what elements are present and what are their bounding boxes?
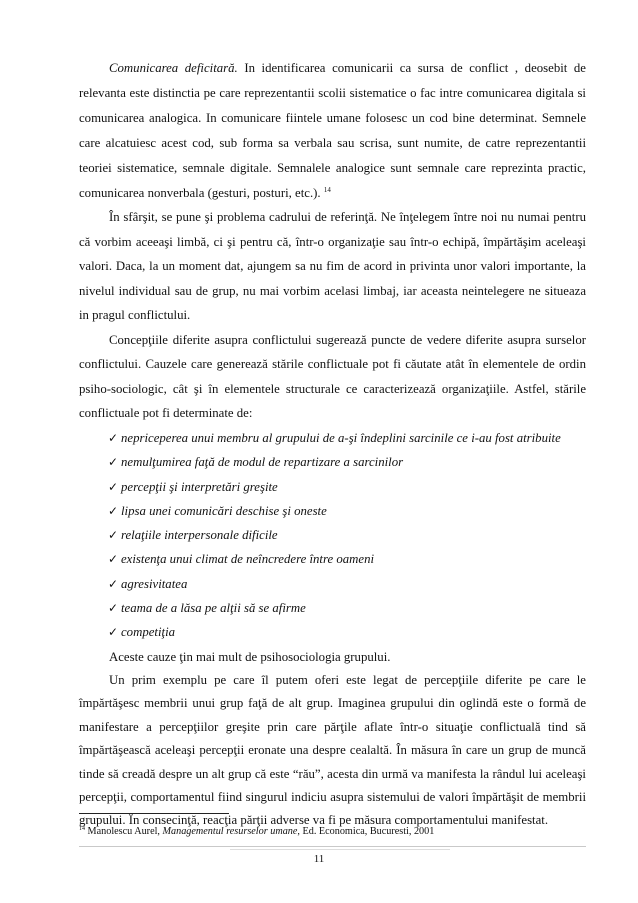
footnote-reference[interactable]: 14 <box>323 185 331 194</box>
footnote-publisher: , Ed. Economica, Bucuresti, 2001 <box>297 826 435 837</box>
conflict-cause-text: nemulţumirea faţă de modul de repartizare a sarcinilor <box>121 455 404 470</box>
checkmark-icon: ✓ <box>108 576 119 591</box>
conflict-cause-text: teama de a lăsa pe alţii să se afirme <box>121 601 306 616</box>
conflict-cause-text: nepriceperea unui membru al grupului de a-şi îndeplini sarcinile ce i-au fost atribuite <box>121 430 561 445</box>
conflict-cause-item <box>108 547 586 571</box>
conflict-cause-text: competiţia <box>121 625 176 640</box>
footnote-number: 14 <box>79 826 85 832</box>
conflict-cause-item <box>108 596 586 620</box>
footnote <box>79 823 586 838</box>
paragraph-group-perception-example: Un prim exemplu pe care îl putem oferi este legat de percepţiile diferite pe care le împărtăşesc membrii unui grup faţă de alt grup. Imaginea grupului din oglindă este o formă de manifestare a percepţiilor greşite prin care părţile aflate într-o situaţie conflictuală tind să împărtăşească aceleaşi percepţii eronate una despre cealaltă. În măsura în care un grup de muncă tinde să creadă despre un alt grup că este “rău”, acesta din urmă va manifesta la rândul lui aceleaşi percepţii, comportamentul fiind singurul indiciu asupra sistemului de valori împărtăşit de membrii grupului. În consecinţă, reacţia părţii adverse va fi pe măsura comportamentului manifestat. <box>79 672 586 828</box>
paragraph-causes-summary: Aceste cauze ţin mai mult de psihosociologia grupului. <box>109 649 391 664</box>
checkmark-icon: ✓ <box>108 430 119 445</box>
conflict-cause-text: percepţii şi interpretări greşite <box>121 479 278 494</box>
conflict-causes-list <box>79 426 586 645</box>
conflict-cause-text: agresivitatea <box>121 576 188 591</box>
checkmark-icon: ✓ <box>108 552 119 567</box>
conflict-cause-item <box>108 523 586 547</box>
paragraph-frame-of-reference: În sfârşit, se pune şi problema cadrului de referinţă. Ne înţelegem între noi nu numai pentru că vorbim aceeaşi limbă, ci şi pentru că, într-o organizaţie sau într-o echipă, împărtăşim aceleaşi valori. Daca, la un moment dat, ajungem sa nu fim de acord in privinta unor valori importante, la nivelul individual sau de grup, nu mai vorbim acelasi limbaj, iar aceasta neintelegere ne situeaza in pragul conflictului. <box>79 210 586 323</box>
checkmark-icon: ✓ <box>108 625 119 640</box>
page-number: 11 <box>313 853 325 865</box>
checkmark-icon: ✓ <box>108 479 119 494</box>
footer-divider-secondary <box>230 849 450 850</box>
checkmark-icon: ✓ <box>108 503 119 518</box>
checkmark-icon: ✓ <box>108 601 119 616</box>
conflict-cause-item <box>108 499 586 523</box>
conflict-cause-text: relaţiile interpersonale dificile <box>121 528 278 543</box>
footnote-book-title: Managementul resurselor umane <box>162 826 298 837</box>
footnote-author: Manolescu Aurel, <box>85 826 163 837</box>
checkmark-icon: ✓ <box>108 528 119 543</box>
conflict-cause-text: lipsa unei comunicări deschise şi oneste <box>121 503 327 518</box>
checkmark-icon: ✓ <box>108 455 119 470</box>
conflict-cause-item <box>108 450 586 474</box>
conflict-cause-text: existenţa unui climat de neîncredere între oameni <box>121 552 375 567</box>
conflict-cause-item <box>108 426 586 450</box>
paragraph-conflict-sources: Concepţiile diferite asupra conflictului sugerează puncte de vedere diferite asupra surselor conflictului. Cauzele care generează stările conflictuale pot fi căutate atât în elementele de ordin psiho-sociologic, cât şi în elementele structurale ce caracterizează organizaţiile. Astfel, stările conflictuale pot fi determinate de: <box>79 332 586 421</box>
footnote-separator <box>79 813 229 814</box>
conflict-cause-item <box>108 572 586 596</box>
paragraph-lead-phrase: Comunicarea deficitară. <box>109 61 238 75</box>
paragraph-deficient-communication <box>79 56 586 205</box>
body-text <box>79 56 586 833</box>
conflict-cause-item <box>108 475 586 499</box>
paragraph-text: In identificarea comunicarii ca sursa de conflict , deosebit de relevanta este distinctia pe care reprezentantii scolii sistematice o fac intre comunicarea digitala si comunicarea analogica. In comunicare fiintele umane folosesc un cod bine determinat. Semnele care alcatuiesc acest cod, sub forma sa verbala sau scrisa, sunt numite, de catre reprezentantii teoriei sistematice, semnale digitale. Semnalele analogice sunt semnale care reprezinta practic, comunicarea nonverbala (gesturi, posturi, etc.). <box>79 61 586 200</box>
conflict-cause-item <box>108 620 586 644</box>
footer-divider <box>79 846 586 847</box>
